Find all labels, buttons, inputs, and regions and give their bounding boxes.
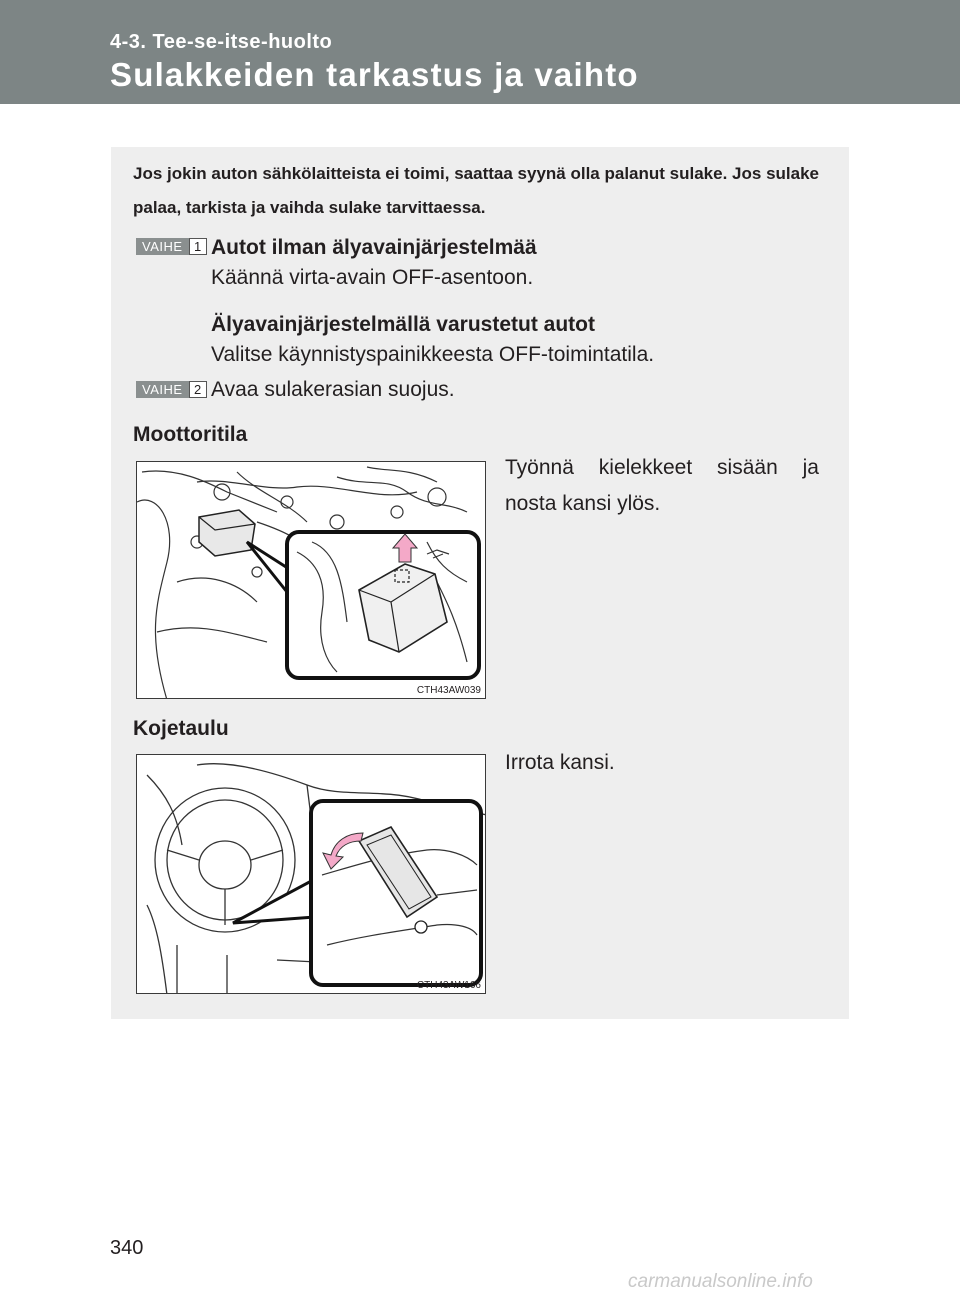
dashboard-fuse-cover-illustration xyxy=(136,754,486,994)
dashboard-drawing xyxy=(137,755,486,994)
page-number: 340 xyxy=(110,1237,144,1259)
dashboard-heading: Kojetaulu xyxy=(133,717,229,740)
step-2-text: Avaa sulakerasian suojus. xyxy=(211,378,455,401)
step-1-heading-2: Älyavainjärjestelmällä varustetut autot xyxy=(211,313,595,336)
intro-text: Jos jokin auton sähkölaitteista ei toimi, saattaa syynä olla palanut sulake. Jos sulake palaa, tarkista ja vaihda sulake tarvittaessa. xyxy=(133,164,819,217)
engine-bay-drawing xyxy=(137,462,486,699)
figure-code: CTH43AW039 xyxy=(416,685,481,696)
step-2-badge xyxy=(136,381,207,398)
step-badge-label: VAIHE xyxy=(136,381,189,398)
figure-code: CTH43AW166 xyxy=(416,980,481,991)
step-badge-label: VAIHE xyxy=(136,238,189,255)
step-1-text-2: Valitse käynnistyspainikkeesta OFF-toimintatila. xyxy=(211,343,655,366)
engine-heading: Moottoritila xyxy=(133,423,248,446)
engine-instruction: Työnnä kielekkeet sisään ja nosta kansi ylös. xyxy=(505,456,819,515)
step-badge-number: 2 xyxy=(189,381,207,398)
dashboard-instruction: Irrota kansi. xyxy=(505,751,615,774)
watermark: carmanualsonline.info xyxy=(628,1271,813,1292)
section-label: 4-3. Tee-se-itse-huolto xyxy=(110,31,333,53)
step-badge-number: 1 xyxy=(189,238,207,255)
step-1-text-1: Käännä virta-avain OFF-asentoon. xyxy=(211,266,534,289)
page-title: Sulakkeiden tarkastus ja vaihto xyxy=(110,56,639,93)
step-1-badge xyxy=(136,238,207,255)
engine-fuse-box-illustration xyxy=(136,461,486,699)
page-header xyxy=(0,0,960,104)
step-1-heading-1: Autot ilman älyavainjärjestelmää xyxy=(211,236,537,259)
